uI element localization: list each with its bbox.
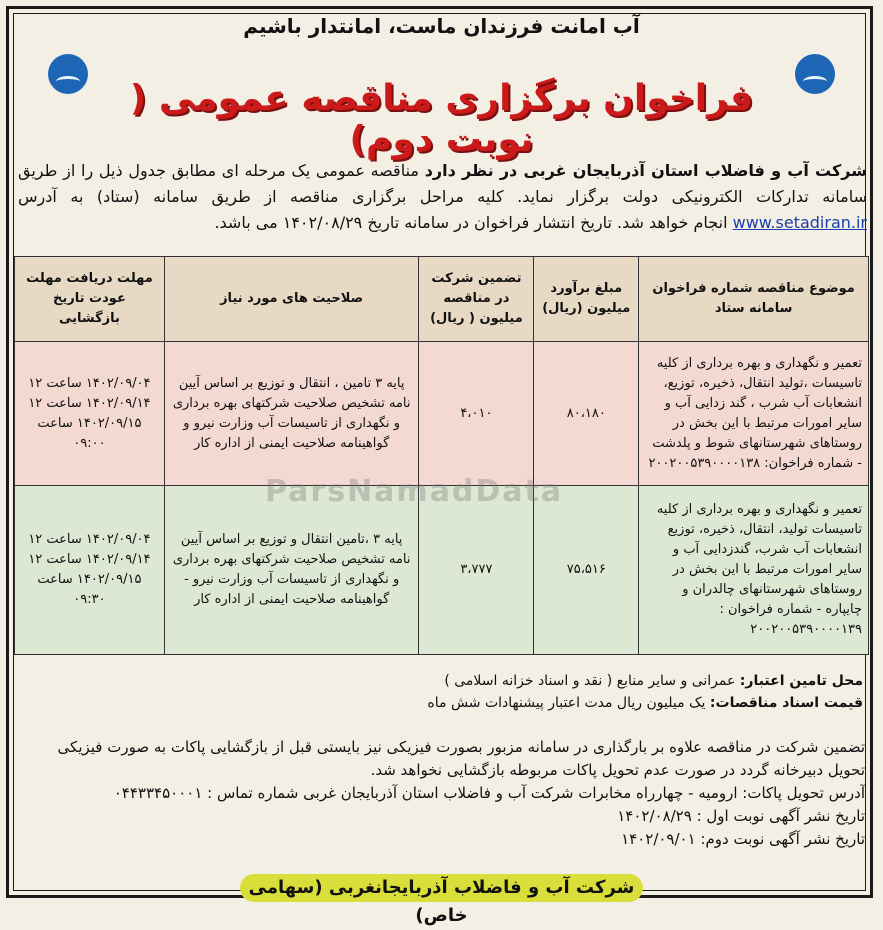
header-estimate: مبلغ برآورد میلیون (ریال) [534, 257, 639, 342]
header-deadline: مهلت دریافت مهلت عودت تاریخ بازگشایی [15, 257, 165, 342]
cell-guarantee: ۳،۷۷۷ [419, 486, 534, 655]
company-logo-left [28, 48, 108, 138]
funding-and-price [18, 670, 863, 714]
header-subject: موضوع مناقصه شماره فراخوان سامانه ستاد [639, 257, 869, 342]
deadline-receive: ۱۴۰۲/۰۹/۰۴ ساعت ۱۲ [21, 530, 158, 550]
motto: آب امانت فرزندان ماست، امانتدار باشیم [0, 14, 883, 38]
cell-qualification: پایه ۳ ،تامین انتقال و توزیع بر اساس آیین نامه تشخیص صلاحیت شرکتهای بهره برداری و نگهداری از تاسیسات آب وزارت نیرو - گواهینامه صلاحیت ایمنی از اداره کار [164, 486, 419, 655]
intro-company: شرکت آب و فاضلاب استان آذربایجان غربی در نظر دارد [425, 161, 867, 180]
cell-estimate: ۸۰،۱۸۰ [534, 342, 639, 486]
price-label: قیمت اسناد مناقصات: [710, 695, 863, 711]
page-title: فراخوان برگزاری مناقصه عمومی ( نوبت دوم) [120, 78, 763, 160]
deadline-return: ۱۴۰۲/۰۹/۱۴ ساعت ۱۲ [21, 550, 158, 570]
header-qualification: صلاحیت های مورد نیاز [164, 257, 419, 342]
table-row [15, 486, 869, 655]
deadline-opening: ۱۴۰۲/۰۹/۱۵ ساعت ۰۹:۳۰ [21, 570, 158, 610]
water-drop-icon [48, 54, 88, 94]
setad-link[interactable]: www.setadiran.ir [733, 213, 867, 232]
tenders-table [14, 256, 869, 655]
deadline-opening: ۱۴۰۲/۰۹/۱۵ ساعت ۰۹:۰۰ [21, 414, 158, 454]
water-drop-icon [795, 54, 835, 94]
cell-estimate: ۷۵،۵۱۶ [534, 486, 639, 655]
cell-subject: تعمیر و نگهداری و بهره برداری از کلیه تاسیسات تولید، انتقال، ذخیره، توزیع انشعابات آب شرب، گندزدایی آب و سایر امورات مرتبط با این بخش در روستاهای شهرستانهای چالدران و چایپاره - شماره فراخوان : ۲۰۰۲۰۰۵۳۹۰۰۰۰۱۳۹ [639, 486, 869, 655]
table-row [15, 342, 869, 486]
delivery-address: آدرس تحویل پاکات: ارومیه - چهارراه مخابرات شرکت آب و فاضلاب استان آذربایجان غربی شماره تماس : ۰۴۴۳۳۴۵۰۰۰۱ [18, 782, 865, 805]
funding-value: عمرانی و سایر منابع ( نقد و اسناد خزانه اسلامی ) [444, 673, 739, 689]
header-guarantee: تضمین شرکت در مناقصه میلیون ( ریال) [419, 257, 534, 342]
intro-text-1: مناقصه عمومی یک مرحله ای مطابق جدول ذیل را از طریق سامانه تدارکات الکترونیکی دولت برگزار نماید. کلیه مراحل برگزاری مناقصه از طریق سامانه (ستاد) به آدرس [18, 161, 867, 206]
first-publish-date: تاریخ نشر آگهی نوبت اول : ۱۴۰۲/۰۸/۲۹ [18, 805, 865, 828]
cell-deadlines [15, 342, 165, 486]
price-line [18, 692, 863, 714]
deadline-return: ۱۴۰۲/۰۹/۱۴ ساعت ۱۲ [21, 394, 158, 414]
cell-deadlines [15, 486, 165, 655]
footer-company-name: شرکت آب و فاضلاب آذربایجانغربی (سهامی [240, 874, 643, 902]
company-logo-right [775, 48, 855, 138]
funding-line [18, 670, 863, 692]
guarantee-note: تضمین شرکت در مناقصه علاوه بر بارگذاری در سامانه مزبور بصورت فیزیکی نیز بایستی قبل از بازگشایی پاکات به صورت فیزیکی تحویل دبیرخانه گردد در صورت عدم تحویل پاکات مربوطه بازگشایی نخواهد شد. [18, 736, 865, 782]
deadline-receive: ۱۴۰۲/۰۹/۰۴ ساعت ۱۲ [21, 374, 158, 394]
table-header-row [15, 257, 869, 342]
cell-subject: تعمیر و نگهداری و بهره برداری از کلیه تاسیسات ،تولید انتقال، ذخیره، توزیع، انشعابات آب شرب ، گند زدایی آب و سایر امورات مرتبط با این بخش در روستاهای شهرستانهای شوط و پلدشت - شماره فراخوان: ۲۰۰۲۰۰۵۳۹۰۰۰۰۱۳۸ [639, 342, 869, 486]
price-value: یک میلیون ریال مدت اعتبار پیشنهادات شش ماه [427, 695, 710, 711]
intro-text-2: انجام خواهد شد. تاریخ انتشار فراخوان در سامانه تاریخ ۱۴۰۲/۰۸/۲۹ می باشد. [214, 213, 732, 232]
notes-block [18, 736, 865, 851]
intro-paragraph [18, 158, 867, 236]
cell-guarantee: ۴،۰۱۰ [419, 342, 534, 486]
funding-label: محل تامین اعتبار: [740, 673, 863, 689]
watermark: ParsNamadData [265, 474, 563, 509]
cell-qualification: پایه ۳ تامین ، انتقال و توزیع بر اساس آیین نامه تشخیص صلاحیت شرکتهای بهره برداری و نگهداری از تاسیسات آب وزارت نیرو و گواهینامه صلاحیت ایمنی از اداره کار [164, 342, 419, 486]
second-publish-date: تاریخ نشر آگهی نوبت دوم: ۱۴۰۲/۰۹/۰۱ [18, 828, 865, 851]
